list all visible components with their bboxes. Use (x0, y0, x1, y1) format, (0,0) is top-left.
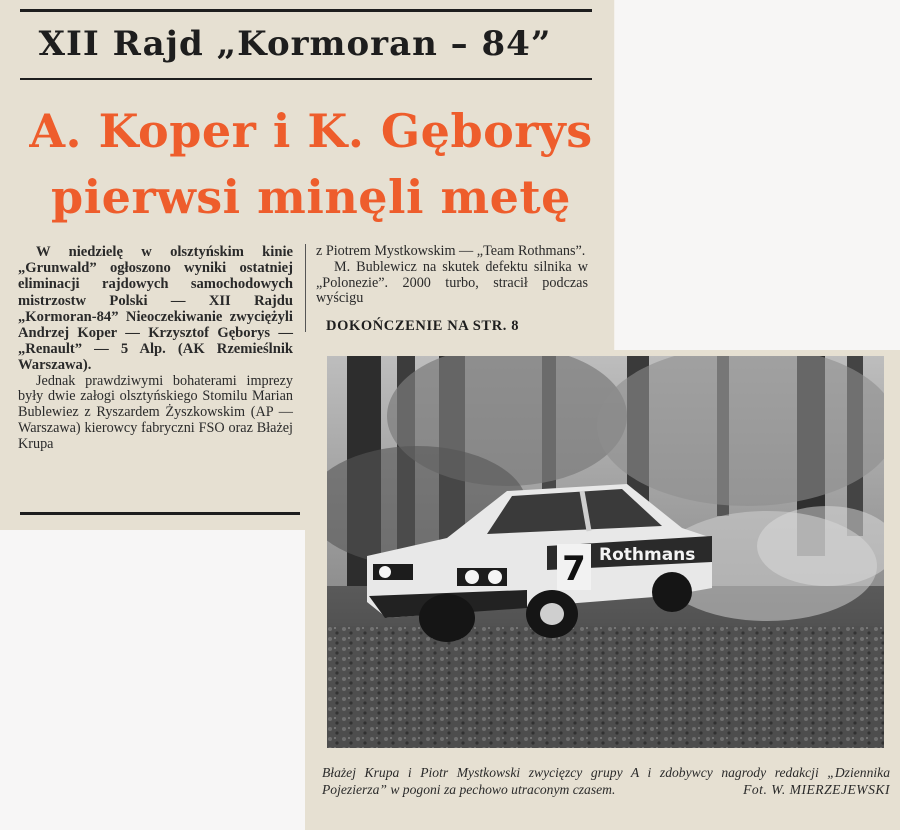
top-rule (20, 9, 592, 12)
article-headline: A. Koper i K. Gęborys pierwsi minęli metę (29, 104, 593, 224)
article-kicker: XII Rajd „Kormoran – 84” (38, 24, 552, 64)
article-paragraph-2-continued: z Piotrem Mystkowskim — „Team Rothmans”. (316, 243, 586, 259)
rally-car-photo (327, 356, 884, 748)
rally-car-illustration (327, 356, 884, 748)
article-column-left (18, 244, 293, 453)
article-paragraph-3: M. Bublewicz na skutek defektu silnika w „Polonezie”. 2000 turbo, stracił podczas wyścigu (316, 258, 588, 307)
background-page-lower (0, 530, 305, 830)
car-door-number: 7 (562, 549, 586, 589)
car-sponsor-logo: Rothmans (599, 545, 696, 565)
bottom-rule (20, 512, 300, 515)
background-page (615, 0, 900, 350)
article-column-right (316, 244, 588, 307)
continued-notice: DOKOŃCZENIE NA STR. 8 (326, 318, 520, 334)
caption-text: Błażej Krupa i Piotr Mystkowski zwycięzcy grupy A i zdobywcy nagrody redakcji „Dziennika Pojezierza” w pogoni za pechowo utraconym czasem. (322, 765, 890, 797)
photo-caption (322, 764, 890, 798)
photo-credit: Fot. W. MIERZEJEWSKI (743, 782, 890, 797)
article-lead: W niedzielę w olsztyńskim kinie „Grunwald” ogłoszono wyniki ostatniej eliminacji rajdowych samochodowych mistrzostw Polski — XII Rajdu „Kormoran-84” Nieoczekiwanie zwyciężyli Andrzej Koper — Krzysztof Gęborys — „Renault” — 5 Alp. (AK Rzemieślnik Warszawa). (18, 244, 293, 374)
article-paragraph-2: Jednak prawdziwymi bohaterami imprezy były dwie załogi olsztyńskiego Stomilu Marian Bublewiez z Ryszardem Żyszkowskim (AP — Warszawa) kierowcy fabryczni FSO oraz Błażej Krupa (18, 372, 293, 452)
kicker-rule (20, 78, 592, 80)
column-divider (305, 244, 306, 332)
